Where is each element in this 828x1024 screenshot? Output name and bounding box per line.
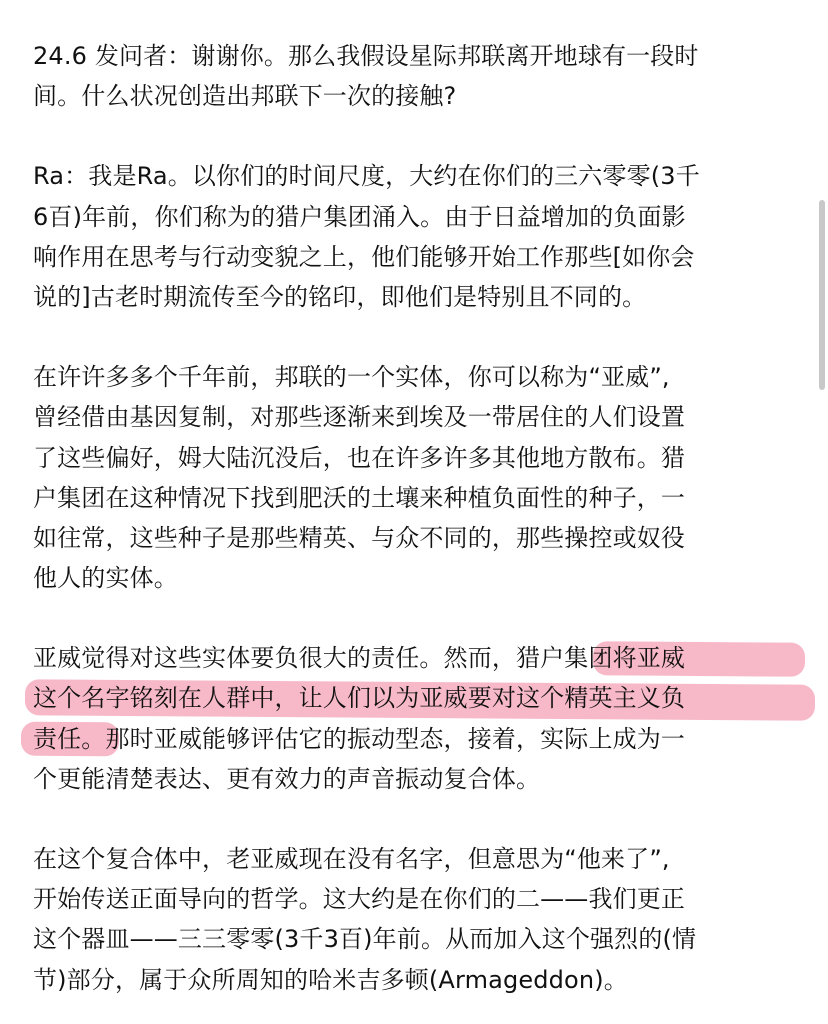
- paragraph-complex: [33, 839, 793, 1000]
- text-line: 开始传送正面导向的哲学。这大约是在你们的二——我们更正: [33, 885, 686, 914]
- text-line: [33, 678, 793, 718]
- text-line: 在许许多多个千年前，邦联的一个实体，你可以称为“亚威”,: [33, 363, 670, 392]
- text-line: 了这些偏好，姆大陆沉没后，也在许多许多其他地方散布。猎: [33, 443, 686, 472]
- text-line: [33, 638, 793, 678]
- highlighted-text: 责任。: [33, 724, 106, 753]
- text-segment: 亚威觉得对这些实体要负很大的责任。然而，: [33, 644, 516, 673]
- text-line: 响作用在思考与行动变貌之上，他们能够开始工作那些[如你会: [33, 242, 695, 271]
- text-line: 24.6 发问者：谢谢你。那么我假设星际邦联离开地球有一段时: [33, 42, 699, 70]
- text-line: 6百)年前，你们称为的猎户集团涌入。由于日益增加的负面影: [33, 202, 686, 231]
- highlighted-text: 这个名字铭刻在人群中，让人们以为亚威要对这个精英主义负: [33, 684, 686, 713]
- text-line: [33, 719, 793, 759]
- paragraph-gap: [33, 317, 793, 357]
- text-line: 在这个复合体中，老亚威现在没有名字，但意思为“他来了”,: [33, 845, 670, 873]
- highlighted-text: 猎户集团将亚威: [516, 644, 686, 673]
- text-segment: 那时亚威能够评估它的振动型态，接着，实际上成为一: [105, 724, 686, 753]
- text-line: 这个器皿——三三零零(3千3百)年前。从而加入这个强烈的(情: [33, 925, 697, 954]
- paragraph-gap: [33, 116, 793, 156]
- text-line: 节)部分，属于众所周知的哈米吉多顿(Armageddon)。: [33, 965, 628, 994]
- paragraph-yahweh-history: [33, 357, 793, 598]
- paragraph-gap: [33, 799, 793, 839]
- document-body: [33, 36, 793, 1000]
- text-line: 间。什么状况创造出邦联下一次的接触?: [33, 82, 457, 111]
- text-line: 如往常，这些种子是那些精英、与众不同的，那些操控或奴役: [33, 523, 686, 552]
- paragraph-question: [33, 36, 793, 116]
- text-line: 他人的实体。: [33, 564, 178, 593]
- paragraph-ra-answer: [33, 156, 793, 317]
- text-line: 户集团在这种情况下找到肥沃的土壤来种植负面性的种子，一: [33, 483, 686, 512]
- paragraph-gap: [33, 598, 793, 638]
- text-line: 说的]古老时期流传至今的铭印，即他们是特别且不同的。: [33, 282, 647, 311]
- text-line: 个更能清楚表达、更有效力的声音振动复合体。: [33, 764, 541, 793]
- vertical-scrollbar[interactable]: [819, 200, 825, 390]
- text-line: Ra：我是Ra。以你们的时间尺度，大约在你们的三六零零(3千: [33, 162, 700, 191]
- paragraph-highlighted: [33, 638, 793, 799]
- text-line: 曾经借由基因复制，对那些逐渐来到埃及一带居住的人们设置: [33, 403, 686, 432]
